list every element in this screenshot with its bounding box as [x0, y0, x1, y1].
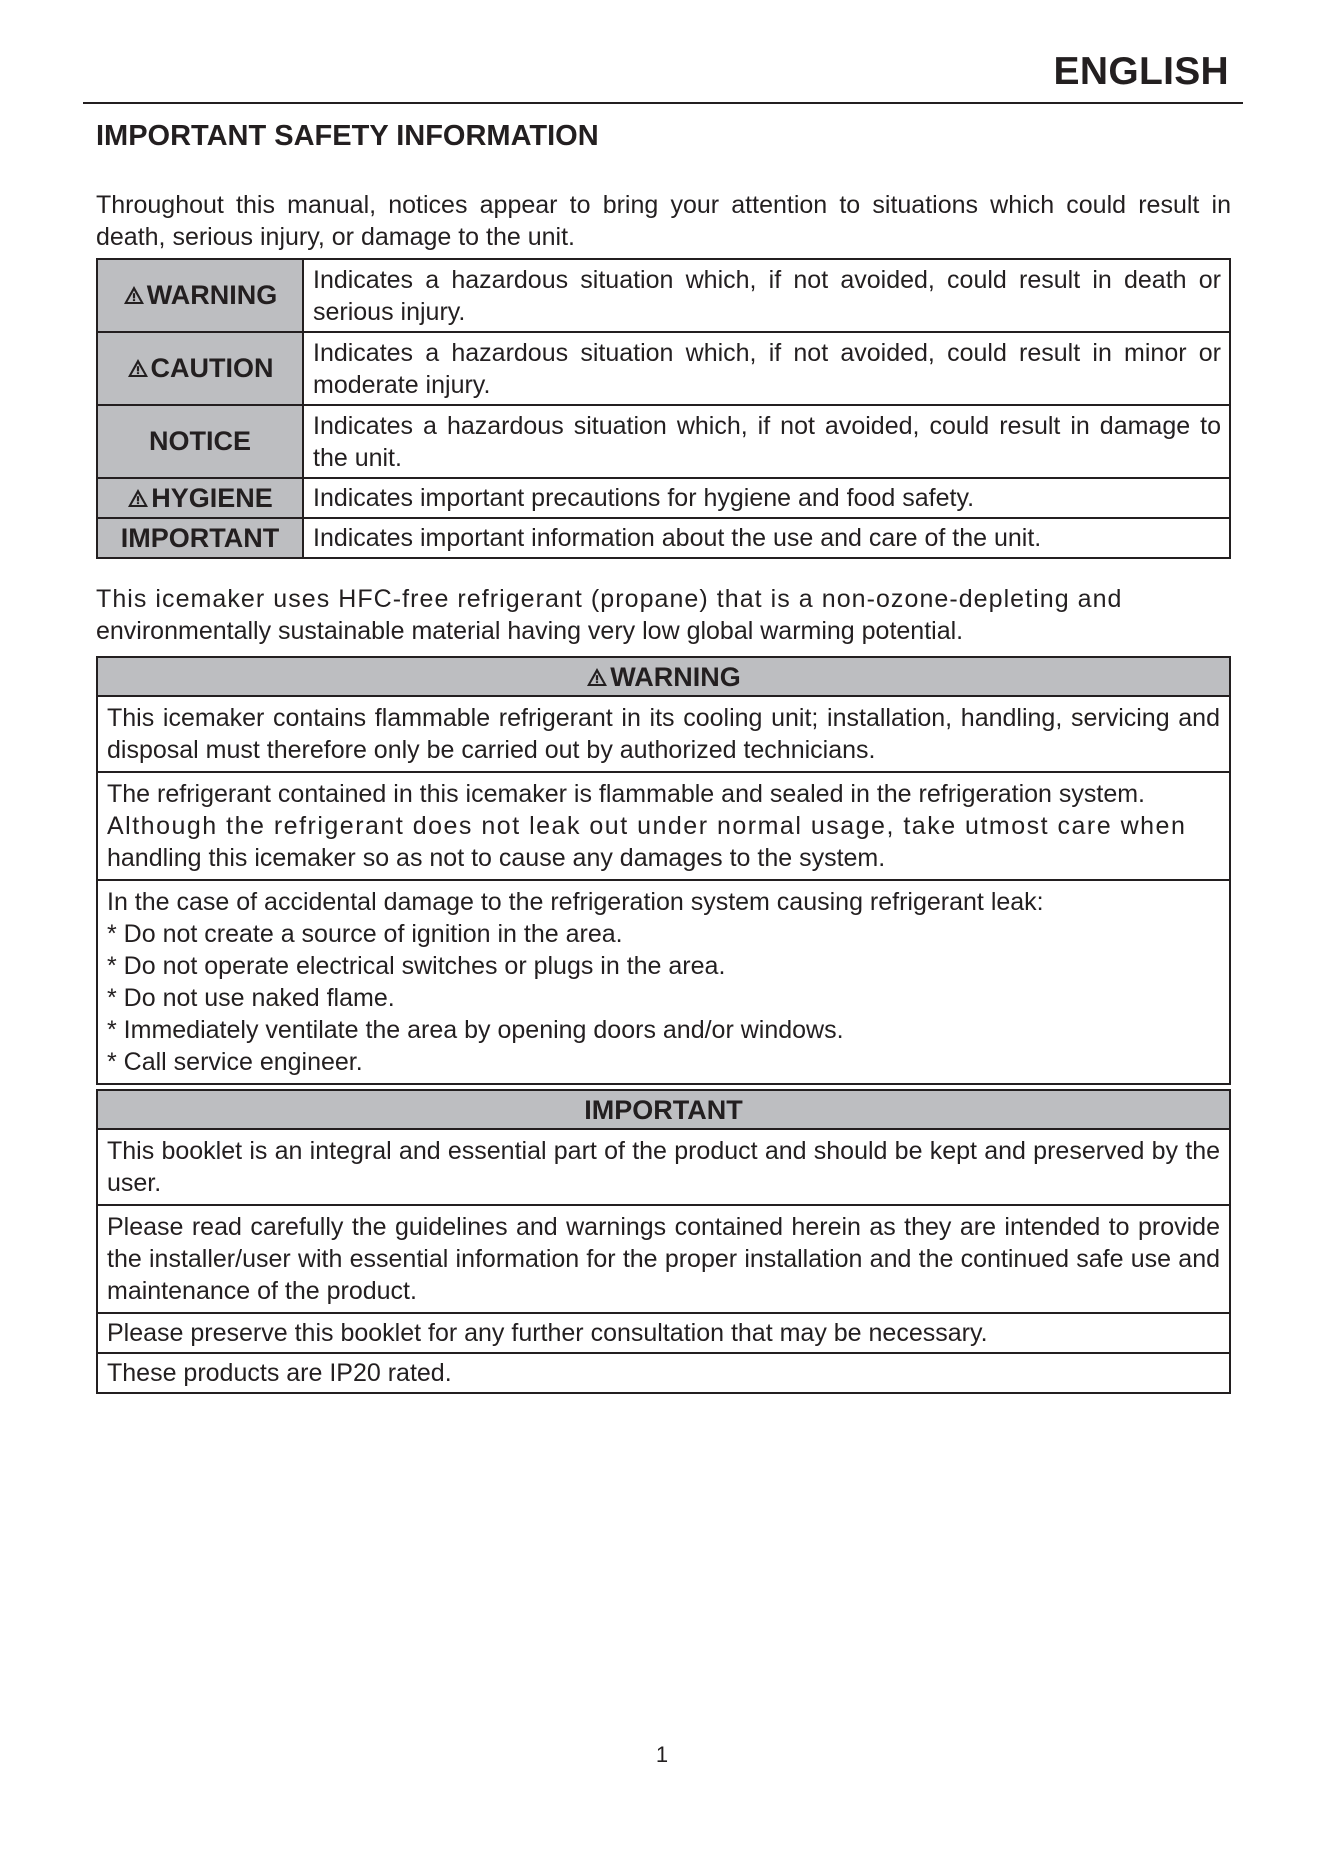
notice-legend-table	[96, 258, 1231, 559]
legend-key-notice	[97, 405, 303, 478]
warning-box-para1: This icemaker contains flammable refrigerant in its cooling unit; installation, handling, servicing and disposal must therefore only be carried out by authorized technicians.	[97, 696, 1230, 772]
warning-box-row	[97, 696, 1230, 772]
warning-box-heading-label: WARNING	[610, 662, 741, 692]
legend-key-label: IMPORTANT	[120, 522, 280, 553]
important-box-para3: Please preserve this booklet for any further consultation that may be necessary.	[97, 1313, 1230, 1353]
warning-box-heading	[97, 657, 1230, 696]
warning-triangle-icon	[127, 358, 149, 378]
legend-row-important	[97, 518, 1230, 558]
legend-row-warning	[97, 259, 1230, 332]
legend-row-hygiene	[97, 478, 1230, 518]
warning-triangle-icon	[586, 667, 608, 687]
legend-key-warning	[97, 259, 303, 332]
important-box-para2: Please read carefully the guidelines and warnings contained herein as they are intended to provide the installer/user with essential information for the proper installation and the continued safe use and maintenance of the product.	[97, 1205, 1230, 1313]
legend-key-label: CAUTION	[150, 353, 274, 383]
important-box-row	[97, 1353, 1230, 1393]
warning-box-row	[97, 880, 1230, 1084]
important-box-row	[97, 1313, 1230, 1353]
legend-row-notice	[97, 405, 1230, 478]
warning-box-para2-line2: Although the refrigerant does not leak out under normal usage, take utmost care when	[107, 812, 1187, 840]
legend-desc: Indicates a hazardous situation which, if not avoided, could result in death or serious injury.	[303, 259, 1230, 332]
list-item: * Do not operate electrical switches or plugs in the area.	[107, 952, 726, 980]
refrigerant-note-line1: This icemaker uses HFC-free refrigerant (propane) that is a non-ozone-depleting and	[96, 585, 1123, 613]
important-box-heading: IMPORTANT	[97, 1090, 1230, 1129]
warning-box	[96, 656, 1231, 1085]
list-item: * Do not create a source of ignition in the area.	[107, 920, 623, 948]
legend-key-important	[97, 518, 303, 558]
list-item: * Call service engineer.	[107, 1048, 363, 1076]
legend-desc: Indicates important precautions for hygiene and food safety.	[303, 478, 1230, 518]
legend-desc: Indicates a hazardous situation which, if not avoided, could result in damage to the unit.	[303, 405, 1230, 478]
refrigerant-note	[96, 583, 1231, 647]
header-rule	[83, 102, 1243, 104]
warning-box-para2	[97, 772, 1230, 880]
language-label: ENGLISH	[1053, 50, 1229, 93]
refrigerant-note-line2: environmentally sustainable material having very low global warming potential.	[96, 617, 964, 645]
page-title: IMPORTANT SAFETY INFORMATION	[96, 120, 599, 152]
legend-key-label: NOTICE	[148, 426, 251, 456]
warning-triangle-icon	[123, 285, 145, 305]
important-box-para4: These products are IP20 rated.	[97, 1353, 1230, 1393]
leak-precautions-list	[107, 918, 1220, 1078]
important-box-header-row	[97, 1090, 1230, 1129]
list-item: * Immediately ventilate the area by opening doors and/or windows.	[107, 1016, 844, 1044]
warning-box-para2-line1: The refrigerant contained in this icemaker is flammable and sealed in the refrigeration system.	[107, 780, 1146, 808]
legend-desc: Indicates important information about the use and care of the unit.	[303, 518, 1230, 558]
important-box-row	[97, 1205, 1230, 1313]
important-box-para1: This booklet is an integral and essential part of the product and should be kept and preserved by the user.	[97, 1129, 1230, 1205]
intro-paragraph: Throughout this manual, notices appear to bring your attention to situations which could result in death, serious injury, or damage to the unit.	[96, 191, 1231, 251]
legend-row-caution	[97, 332, 1230, 405]
warning-box-para3-lead: In the case of accidental damage to the refrigeration system causing refrigerant leak:	[107, 888, 1044, 916]
legend-key-label: HYGIENE	[151, 482, 273, 513]
legend-desc: Indicates a hazardous situation which, if not avoided, could result in minor or moderate injury.	[303, 332, 1230, 405]
warning-box-row	[97, 772, 1230, 880]
warning-box-para2-line3: handling this icemaker so as not to cause any damages to the system.	[107, 844, 886, 872]
list-item: * Do not use naked flame.	[107, 984, 395, 1012]
legend-key-caution	[97, 332, 303, 405]
legend-key-hygiene	[97, 478, 303, 518]
important-box-row	[97, 1129, 1230, 1205]
page-number: 1	[655, 1742, 669, 1767]
warning-box-header-row	[97, 657, 1230, 696]
warning-triangle-icon	[127, 488, 149, 508]
important-box	[96, 1089, 1231, 1394]
legend-key-label: WARNING	[146, 280, 278, 310]
warning-box-para3	[97, 880, 1230, 1084]
